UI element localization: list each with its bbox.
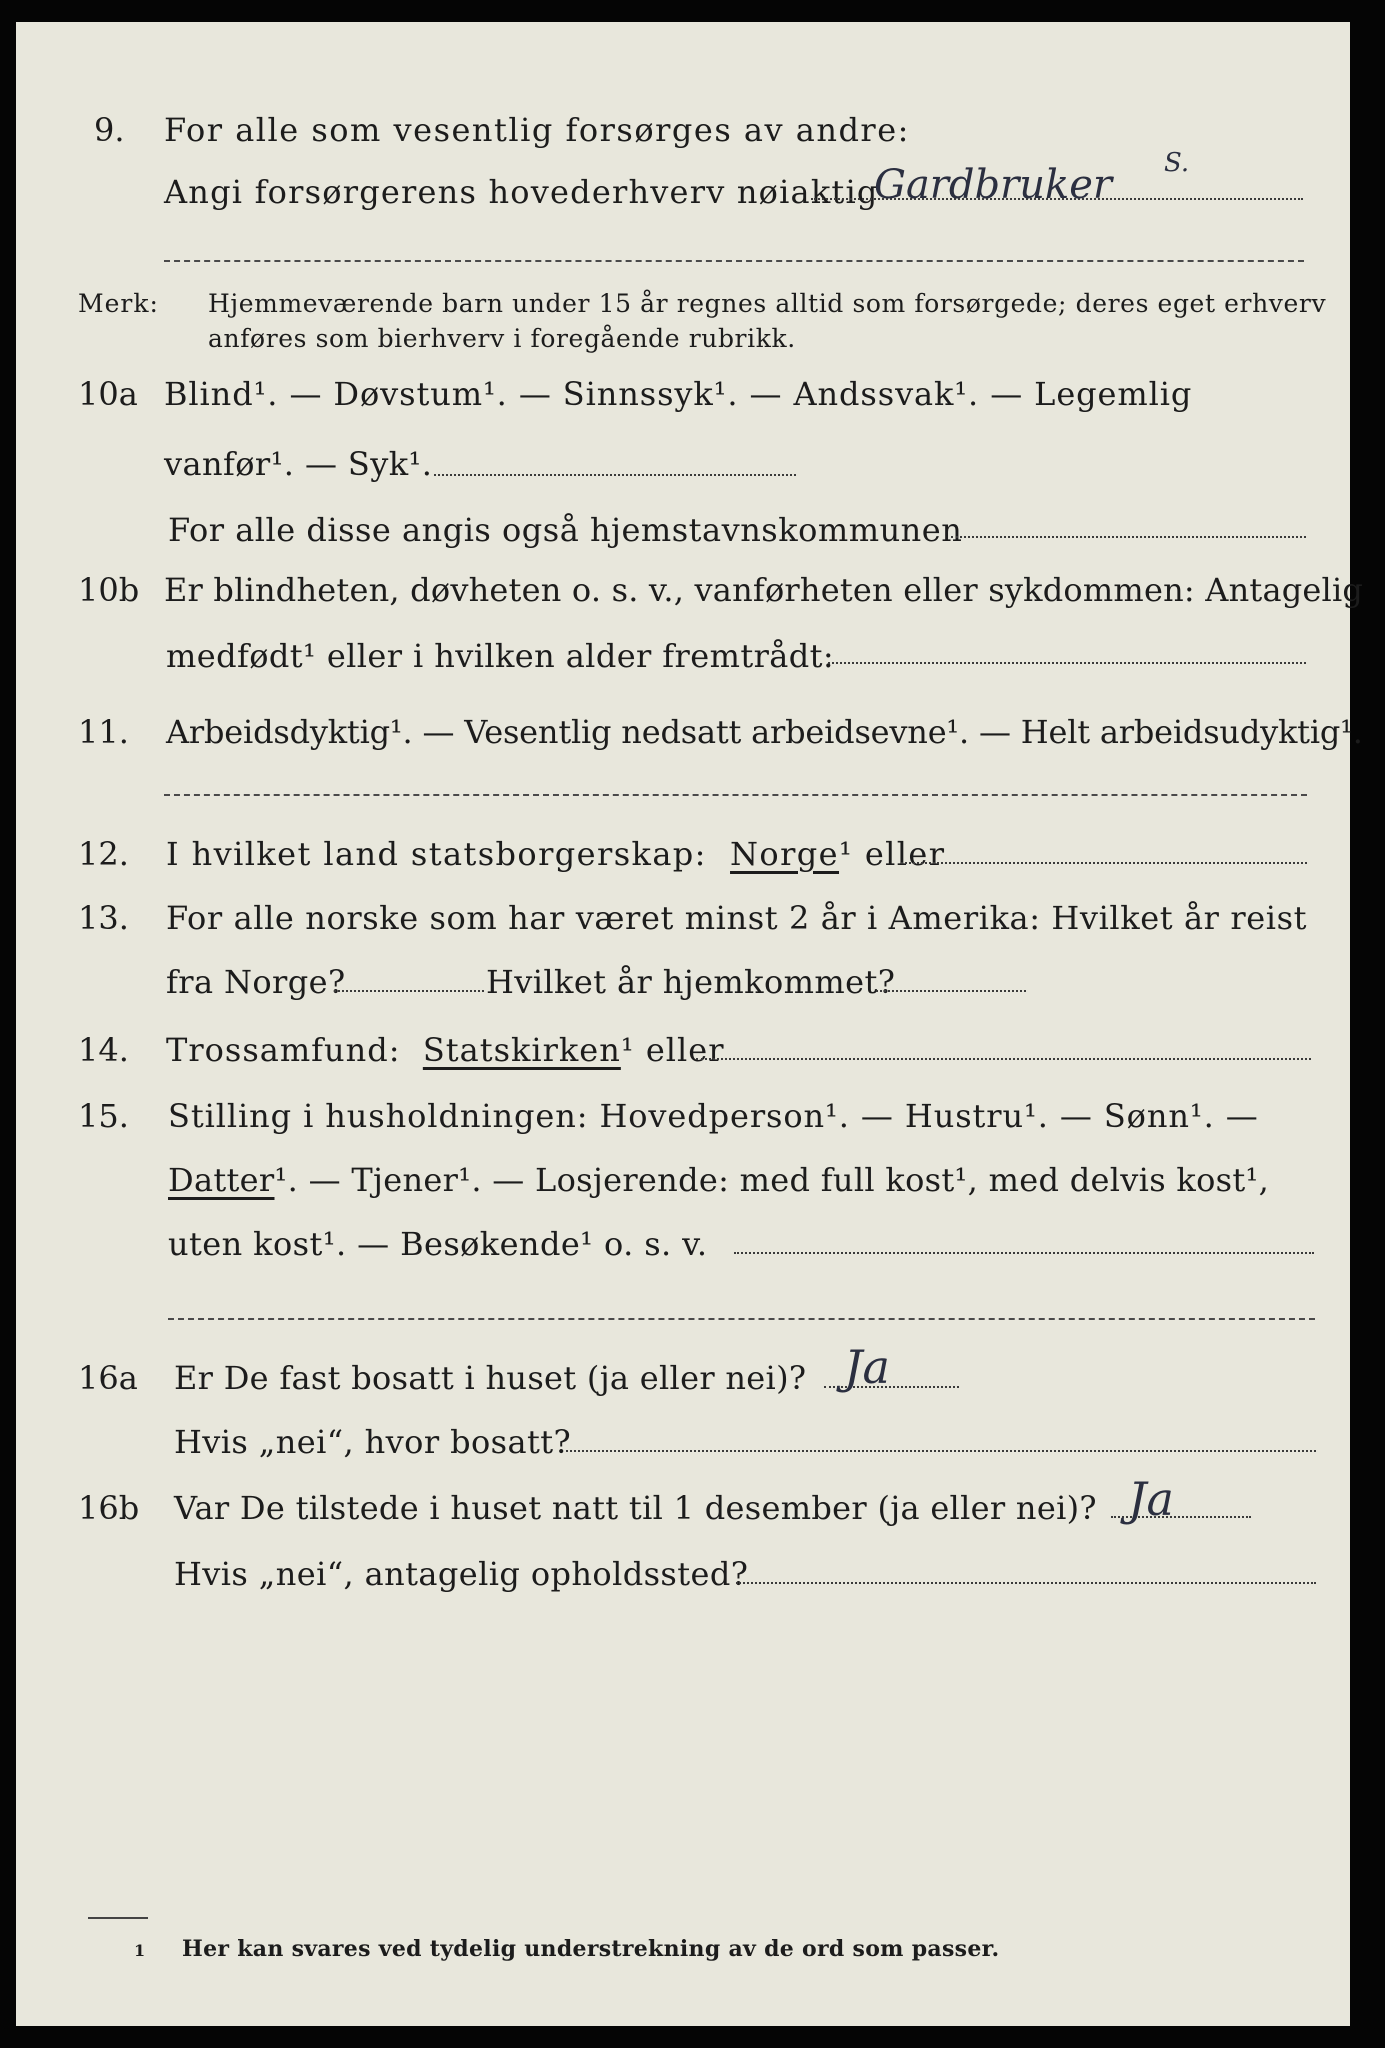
q9-line1: For alle som vesentlig forsørges av andre:	[164, 111, 910, 149]
q14-answer-line	[696, 1058, 1311, 1060]
q16b-line2: Hvis „nei“, antagelig opholdssted?	[174, 1555, 749, 1593]
q15-number: 15.	[78, 1097, 129, 1135]
merk-line1: Hjemmeværende barn under 15 år regnes alltid som forsørgede; deres eget erhverv	[208, 289, 1327, 318]
q11-line1: Arbeidsdyktig¹. — Vesentlig nedsatt arbeidsevne¹. — Helt arbeidsudyktig¹.	[166, 713, 1363, 751]
q10b-line2: medfødt¹ eller i hvilken alder fremtrådt:	[166, 637, 835, 675]
footnote-mark: 1	[134, 1941, 146, 1960]
q13-hjemkommet-line	[876, 990, 1026, 992]
q10a-hjemstavn-line	[951, 536, 1306, 538]
q16a-handwritten-answer: Ja	[844, 1340, 890, 1394]
q11-number: 11.	[78, 713, 129, 751]
q16a-line1: Er De fast bosatt i huset (ja eller nei)?	[174, 1359, 807, 1397]
q10b-number: 10b	[78, 571, 140, 609]
q9-line2: Angi forsørgerens hovederhverv nøiaktig	[164, 173, 879, 211]
q13-number: 13.	[78, 899, 129, 937]
q16a-line2: Hvis „nei“, hvor bosatt?	[174, 1423, 572, 1461]
q15-datter-underlined: Datter	[168, 1161, 275, 1199]
q14-number: 14.	[78, 1031, 129, 1069]
q12-line	[166, 834, 945, 874]
q10a-line3: For alle disse angis også hjemstavnskommunen	[168, 511, 963, 549]
q10a-line1: Blind¹. — Døvstum¹. — Sinnssyk¹. — Andssvak¹. — Legemlig	[164, 375, 1193, 413]
q13-reist-line	[334, 990, 484, 992]
q10b-line1: Er blindheten, døvheten o. s. v., vanførheten eller sykdommen: Antagelig	[164, 571, 1364, 609]
separator-rule	[164, 260, 1304, 262]
footnote-rule	[88, 1917, 148, 1919]
q12-post: ¹ eller	[839, 835, 946, 873]
q14-post: ¹ eller	[620, 1031, 725, 1069]
q10a-syk-line	[434, 474, 796, 476]
q12-norge-underlined: Norge	[730, 835, 840, 873]
q13-line2b: Hvilket år hjemkommet?	[486, 963, 896, 1001]
q12-label: I hvilket land statsborgerskap:	[166, 835, 707, 873]
separator-rule	[164, 794, 1307, 796]
q12-answer-line	[901, 862, 1307, 864]
separator-rule	[168, 1318, 1315, 1320]
q16a-bosatt-line	[566, 1450, 1316, 1452]
q10a-number: 10a	[78, 375, 138, 413]
q16b-handwritten-answer: Ja	[1128, 1472, 1174, 1526]
q13-line2a: fra Norge?	[166, 963, 346, 1001]
q16b-line1: Var De tilstede i huset natt til 1 desember (ja eller nei)?	[174, 1489, 1097, 1527]
q9-handwritten-tail: S.	[1164, 148, 1190, 178]
q9-handwritten-answer: Gardbruker	[874, 162, 1113, 208]
q16a-number: 16a	[78, 1359, 138, 1397]
q15-line2	[168, 1160, 1269, 1200]
q16b-number: 16b	[78, 1489, 140, 1527]
q14-statskirken-underlined: Statskirken	[422, 1031, 621, 1069]
q13-line1: For alle norske som har været minst 2 år i Amerika: Hvilket år reist	[166, 899, 1308, 937]
q16b-opholdssted-line	[736, 1582, 1316, 1584]
q12-number: 12.	[78, 835, 129, 873]
footnote-text: Her kan svares ved tydelig understrekning av de ord som passer.	[182, 1936, 1000, 1962]
q10b-answer-line	[828, 662, 1306, 664]
q14-line	[166, 1030, 724, 1070]
q15-line2-rest: ¹. — Tjener¹. — Losjerende: med full kost¹, med delvis kost¹,	[274, 1161, 1270, 1199]
q10a-line2: vanfør¹. — Syk¹.	[164, 445, 433, 483]
q14-label: Trossamfund:	[166, 1031, 401, 1069]
q15-line3: uten kost¹. — Besøkende¹ o. s. v.	[168, 1225, 708, 1263]
census-form-page	[16, 22, 1364, 2026]
q15-line1: Stilling i husholdningen: Hovedperson¹. — Hustru¹. — Sønn¹. —	[168, 1097, 1259, 1135]
merk-line2: anføres som bierhverv i foregående rubrikk.	[208, 324, 796, 353]
merk-label: Merk:	[78, 289, 159, 318]
q9-number: 9.	[94, 111, 125, 149]
q15-answer-line	[734, 1252, 1314, 1254]
